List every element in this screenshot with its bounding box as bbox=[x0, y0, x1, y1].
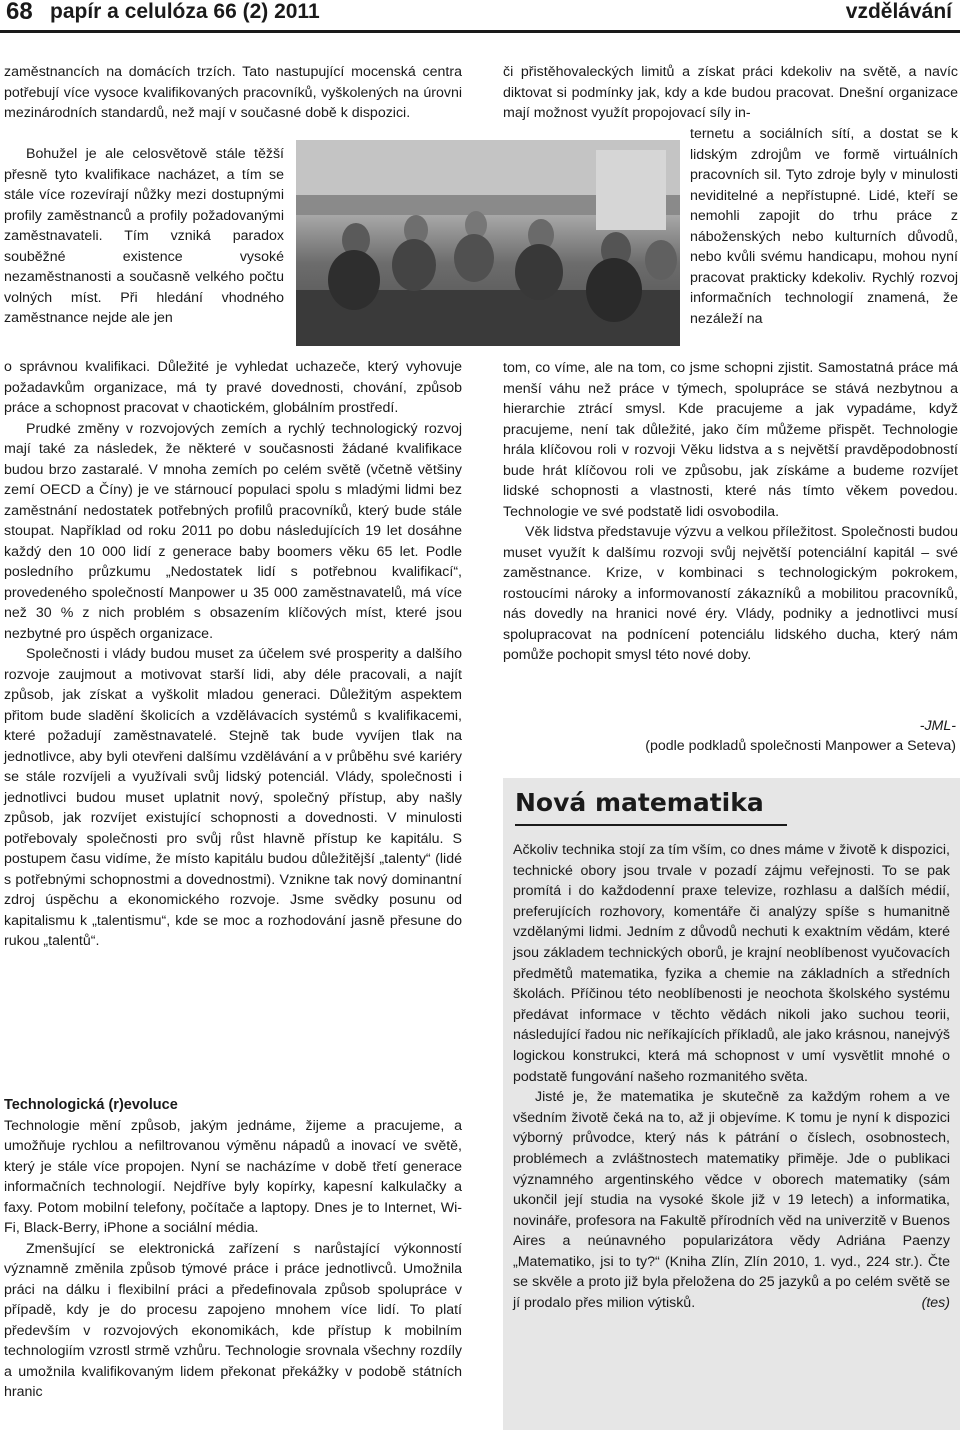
box-title-rule bbox=[515, 824, 787, 826]
classroom-photo bbox=[296, 140, 680, 346]
paragraph: Věk lidstva představuje výzvu a velkou příležitost. Společnosti budou muset využít k dalšímu rozvoji svůj největší potenciální kapitál – své zaměstnance. Krize, v kombinaci s technologickým pokrokem, rostoucími nároky a informovaností zákazníků a mobilitou pracovníků, nás dovedly na hranici nové éry. Vlády, podniky a jednotlivci musí spolupracovat na podnícení potenciálu lidského ducha, který nám pomůže pochopit smysl této nové doby. bbox=[503, 524, 958, 663]
paragraph bbox=[513, 1087, 950, 1314]
page-header bbox=[0, 0, 960, 34]
paragraph: Zmenšující se elektronická zařízení s narůstající výkonností významně změnila způsob týmové práce i práce jednotlivců. Umožnila práci na dálku i flexibilní práci a předefinovala způsob spolupráce v případě, kdy je do procesu zapojeno mnohem více lidí. To platí především v rozvojových ekonomikách, kde přístup k mobilním technologiím vzrostl strmě vzhůru. Technologie srovnala všechny rozdíly a umožnila kvalifikovaným lidem překonat překážky v podobě státních hranic bbox=[4, 1240, 462, 1400]
page-number: 68 bbox=[6, 0, 33, 25]
right-column-bottom bbox=[503, 358, 958, 666]
paragraph: o správnou kvalifikaci. Důležité je vyhledat uchazeče, který vyhovuje požadavkům organizace, má ty pravé dovednosti, chování, způsob práce a schopnost pracovat v chaotickém, globálním prostředí. bbox=[4, 359, 462, 416]
section-title: vzdělávání bbox=[845, 0, 952, 23]
paragraph: Ačkoliv technika stojí za tím vším, co dnes máme v životě k dispozici, technické obory jsou trvale v pozadí zájmu veřejnosti. To se pak promítá i do každodenní praxe televize, rozhlasu a dalších médií, preferujících rozhovory, komentáře či analýzy spíše s humanitně vzdělanými lidmi. Jedním z důvodů nechuti k exaktním vědám, které jsou základem technických oborů, je krajní neoblíbenost vyučovacích předmětů matematika, fyzika a chemie na základních a středních školách. Příčinou této neoblíbenosti je neochota školského systému předávat informace v těchto vědách nikoli jako suchou teorii, následující řadou nic neříkajících příkladů, ale jako krásnou, nanejvýš logickou konstrukci, která má schopnost v umí vysvětlit mnohé o podstatě fungování našeho rozmanitého světa. bbox=[513, 842, 950, 1085]
paragraph: zaměstnancích na domácích trzích. Tato nastupující mocenská centra potřebují více vysoce kvalifikovaných pracovníků, vyškolených na úrovni mezinárodních standardů, než mají v současné době k dispozici. bbox=[4, 64, 462, 121]
author-signature: -JML- bbox=[919, 718, 956, 734]
technology-section bbox=[4, 1095, 462, 1403]
paragraph: Technologie mění způsob, jakým jednáme, žijeme a pracujeme, a umožňuje rychlou a nefiltrovanou výměnu nápadů a inovací ve světě, který je stále více propojen. Nyní se nacházíme v době třetí generace informačních technologií. Nejdříve byly kopírky, kapesní kalkulačky a faxy. Potom mobilní telefony, počítače a laptopy. Dnes je to Internet, Wi-Fi, Black-Berry, iPhone a sociální média. bbox=[4, 1117, 462, 1236]
right-column-top bbox=[503, 62, 958, 124]
classroom-photo-illustration bbox=[296, 140, 680, 346]
journal-title: papír a celulóza 66 (2) 2011 bbox=[50, 0, 320, 23]
header-rule bbox=[0, 30, 960, 33]
paragraph: ternetu a sociálních sítí, a dostat se k lidským zdrojům ve formě virtuálních pracovních sil. Tyto zdroje byly v minulosti neviditelné a nepřístupné. Lidé, kteří se nemohli zapojit do trhu práce z náboženských nebo kulturních důvodů, nebo kvůli svému handicapu, mohou nyní pracovat prakticky kdekoliv. Rychlý rozvoj informačních technologií znamená, že nezáleží na bbox=[690, 126, 958, 327]
box-text bbox=[513, 840, 950, 1314]
paragraph-text: Jisté je, že matematika je skutečně za každým rohem a ve všedním životě čeká na to, až ji objevíme. K tomu je nyní k dispozici výborný průvodce, který nás k pátrání o číslech, osobnostech, problémech a zvláštnostech matematiky přiměje. Jde o publikaci významného argentinského vědce v oborech matematiky (sám ukončil její studia na vysoké škole již v 19 letech) a informatika, novináře, profesora na Fakultě přírodních věd na univerzitě v Buenos Aires a neúnavného popularizátora vědy Adriána Paenzy „Matematiko, jsi to ty?“ (Kniha Zlín, Zlín 2010, 1. vyd., 224 str.). Čte se skvěle a proto již byla přeložena do 25 jazyků a po celém světě se jí prodalo přes milion výtisků. bbox=[513, 1089, 950, 1312]
paragraph: Společnosti i vlády budou muset za účelem své prosperity a dalšího rozvoje zaujmout a motivovat starší lidi, aby déle pracovali, a najít způsob, jak získat a vyškolit mladou generaci. Důležitým aspektem přitom bude sladění školicích a vzdělávacích systémů s kvalifikacemi, které požadují zaměstnavatelé. Stejně tak bude vyvíjen tlak na jednotlivce, aby byli otevřeni dalšímu vzdělávání a v průběhu své kariéry se stále rozvíjeli a využívali svůj lidský potenciál. Vlády, společnosti i jednotlivci budou muset uplatnit nový, společný přístup, aby našly způsob, jak rozvíjet existující schopnosti a dovednosti. V minulosti potřebovaly společnosti pro svůj růst hlavně přístup ke kapitálu. S postupem času vidíme, že místo kapitálu budou důležitější „talenty“ (lidé s potřebnými schopnostmi a dovednostmi). Vznikne tak nový dominantní zdroj úspěchu a ekonomického rozvoje. Jsme svědky posunu od kapitalismu k „talentismu“, kde se moc a rozhodování jasně přesune do rukou „talentů“. bbox=[4, 646, 462, 949]
left-column-top bbox=[4, 62, 462, 124]
section-heading: Technologická (r)evoluce bbox=[4, 1097, 178, 1113]
right-column-wrap bbox=[690, 124, 958, 329]
left-column-bottom bbox=[4, 357, 462, 952]
paragraph: Prudké změny v rozvojových zemích a rychlý technologický rozvoj mají také za následek, že některé v současnosti žádané kvalifikace budou brzo zastaralé. V mnoha zemích po celém světě (včetně většiny zemí OECD a Číny) je ve stárnoucí populaci spolu s mladými lidmi bez zaměstnání nedostatek potřebných profilů pracovníků, který bude stále stoupat. Například od roku 2011 po dobu následujících 19 let dosáhne každý den 10 000 lidí z generace baby boomers věku 65 let. Podle posledního průzkumu „Nedostatek lidí s potřebnou kvalifikací“, provedeného společností Manpower u 35 000 zaměstnavatelů, má více než 30 % z nich problém s obsazením klíčových míst, které jsou nezbytné pro úspěch organizace. bbox=[4, 420, 462, 642]
paragraph: tom, co víme, ale na tom, co jsme schopni zjistit. Samostatná práce má menší váhu než práce v týmech, spolupráce se stává nezbytnou a hierarchie ztrácí smysl. Kde pracujeme a jak vypadáme, když pracujeme, není tak důležité, jako čím můžeme přispět. Technologie hrála klíčovou roli v rozvoji Věku lidstva a s největší pravděpodobností bude hrát klíčovou roli ve způsobu, jak získáme a budeme rozvíjet lidské schopnosti a vlastnosti, které nás tímto věkem povedou. Technologie ve své podstatě lidi osvobodila. bbox=[503, 360, 958, 520]
source-note: (podle podkladů společnosti Manpower a Seteva) bbox=[645, 738, 956, 754]
author-tag: (tes) bbox=[921, 1295, 950, 1312]
paragraph: či přistěhovaleckých limitů a získat práci kdekoliv na světě, a navíc diktovat si podmínky jak, kdy a kde budou pracovat. Dnešní organizace mají možnost využít propojovací síly in- bbox=[503, 64, 958, 121]
box-title: Nová matematika bbox=[515, 788, 764, 817]
sidebar-box bbox=[503, 778, 960, 1430]
left-column-wrap bbox=[4, 144, 284, 329]
paragraph: Bohužel je ale celosvětově stále těžší přesně tyto kvalifikace nacházet, a tím se stále více rozevírají nůžky mezi dostupnými profily zaměstnanců a profily požadovanými zaměstnavateli. Tím vzniká paradox souběžné existence vysoké nezaměstnanosti a současně velkého počtu volných míst. Při hledání vhodného zaměstnance nejde ale jen bbox=[4, 146, 284, 326]
